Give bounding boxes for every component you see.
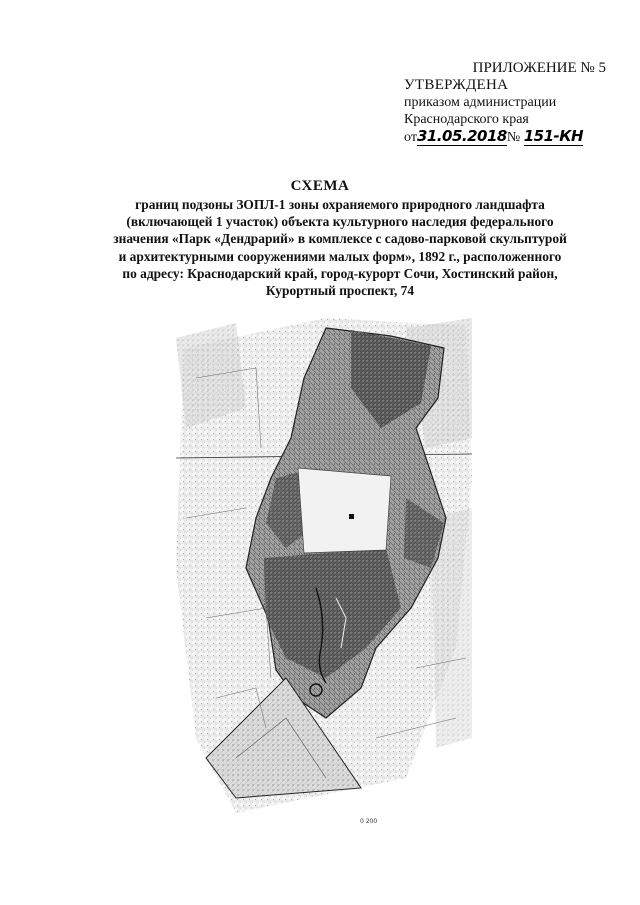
description-line: Курортный проспект, 74	[265, 283, 415, 299]
map-scale-note: 0 200	[360, 818, 378, 825]
handwritten-number: 151-КН	[523, 127, 584, 145]
scheme-description	[80, 196, 600, 299]
number-prefix: №	[506, 130, 521, 145]
park-boundary-map	[176, 318, 472, 818]
description-line: границ подзоны ЗОПЛ-1 зоны охраняемого природного ландшафта	[135, 197, 545, 212]
order-line-1: приказом администрации	[404, 95, 557, 110]
order-date-line	[404, 128, 624, 146]
approval-stamp	[404, 60, 624, 146]
description-line: по адресу: Краснодарский край, город-курорт Сочи, Хостинский район,	[122, 265, 558, 281]
scheme-title: СХЕМА	[290, 178, 350, 194]
approved-label: УТВЕРЖДЕНА	[404, 77, 509, 93]
date-prefix: от	[404, 130, 417, 145]
description-line: значения «Парк «Дендрарий» в комплексе с садово-парковой скульптурой	[113, 231, 567, 247]
order-line-2: Краснодарского края	[404, 112, 529, 127]
description-line: (включающей 1 участок) объекта культурного наследия федерального	[126, 214, 554, 230]
handwritten-date: 31.05.2018	[416, 127, 507, 145]
description-line: и архитектурными сооружениями малых форм», 1892 г., расположенного	[118, 248, 562, 264]
appendix-number: ПРИЛОЖЕНИЕ № 5	[472, 60, 606, 76]
